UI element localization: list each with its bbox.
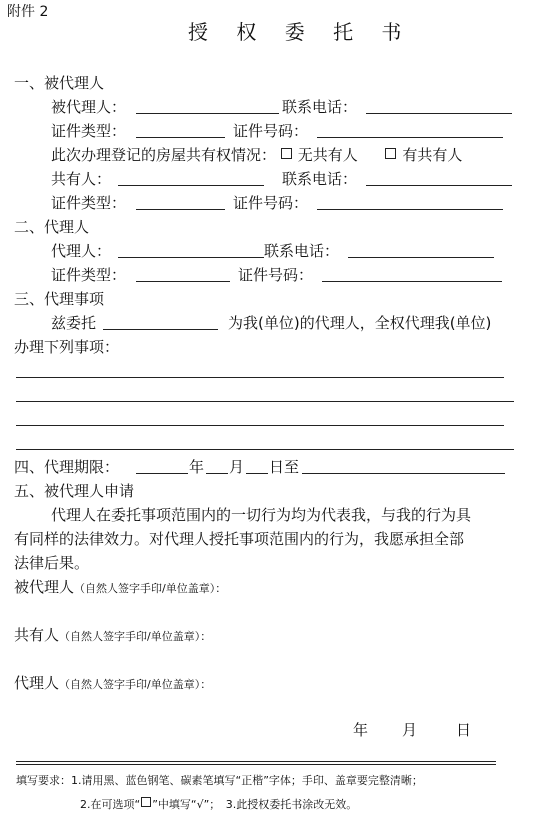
- co-owner-name-field[interactable]: [118, 185, 264, 186]
- principal-id-no-field[interactable]: [317, 137, 503, 138]
- principal-label: 被代理人：: [51, 98, 127, 116]
- footer-divider-top: [16, 761, 496, 762]
- sign-date-day: 日: [456, 721, 472, 739]
- agent-id-no-label: 证件号码：: [238, 266, 314, 284]
- co-owner-signature-label: 共有人: [14, 626, 60, 644]
- co-owner-signature-note: （自然人签字手印/单位盖章）：: [59, 630, 212, 643]
- principal-phone-field[interactable]: [366, 113, 512, 114]
- matters-line-4[interactable]: [16, 449, 514, 450]
- term-day-field[interactable]: [246, 473, 268, 474]
- co-ownership-question: [51, 146, 462, 164]
- section-1-heading: 一、被代理人: [14, 74, 105, 92]
- sign-date-year: 年: [353, 721, 369, 739]
- document-title: 授 权 委 托 书: [188, 20, 413, 44]
- principal-signature-note: （自然人签字手印/单位盖章）：: [74, 582, 227, 595]
- term-day-to-label: 日至: [269, 458, 300, 476]
- principal-id-type-label: 证件类型：: [51, 122, 127, 140]
- term-end-field[interactable]: [302, 473, 505, 474]
- agent-id-type-field[interactable]: [136, 281, 230, 282]
- co-owner-id-type-field[interactable]: [136, 209, 225, 210]
- principal-name-field[interactable]: [136, 113, 279, 114]
- entrust-agent-field[interactable]: [103, 329, 218, 330]
- agent-phone-label: 联系电话：: [264, 242, 340, 260]
- section-3-heading: 三、代理事项: [14, 290, 105, 308]
- agent-phone-field[interactable]: [348, 257, 494, 258]
- matters-line-3[interactable]: [16, 425, 504, 426]
- agent-signature-label: 代理人: [14, 674, 60, 692]
- co-owner-id-type-label: 证件类型：: [51, 194, 127, 212]
- footer-divider-bottom: [16, 764, 496, 765]
- agent-label: 代理人：: [51, 242, 112, 260]
- fill-notes-line-2: [80, 796, 357, 814]
- co-owner-label: 共有人：: [51, 170, 112, 188]
- matters-line-1[interactable]: [16, 377, 504, 378]
- principal-id-no-label: 证件号码：: [233, 122, 309, 140]
- agent-id-no-field[interactable]: [322, 281, 502, 282]
- co-owner-phone-field[interactable]: [366, 185, 512, 186]
- sign-date-month: 月: [402, 721, 418, 739]
- agent-id-type-label: 证件类型：: [51, 266, 127, 284]
- term-label: 四、代理期限：: [14, 458, 120, 476]
- principal-id-type-field[interactable]: [136, 137, 225, 138]
- no-co-owner-label: 无共有人: [297, 146, 358, 164]
- principal-phone-label: 联系电话：: [282, 98, 358, 116]
- entrust-line-2: 办理下列事项：: [14, 338, 120, 356]
- checkbox-sample-icon: [141, 797, 151, 807]
- co-owner-id-no-field[interactable]: [317, 209, 503, 210]
- co-owner-id-no-label: 证件号码：: [233, 194, 309, 212]
- section-2-heading: 二、代理人: [14, 218, 90, 236]
- declaration-line-2: 有同样的法律效力。对代理人授托事项范围内的行为，我愿承担全部: [14, 530, 465, 548]
- agent-signature[interactable]: [14, 674, 211, 694]
- agent-signature-note: （自然人签字手印/单位盖章）：: [59, 678, 212, 691]
- matters-line-2[interactable]: [16, 401, 514, 402]
- term-year-field[interactable]: [136, 473, 188, 474]
- principal-signature-label: 被代理人: [14, 578, 75, 596]
- fill-notes-line-2a: 2.在可选项“: [80, 798, 141, 811]
- attachment-label: 附件 2: [7, 4, 49, 20]
- fill-notes-line-2b: ”中填写“√”； 3.此授权委托书涂改无效。: [152, 798, 358, 811]
- co-ownership-label: 此次办理登记的房屋共有权情况：: [51, 146, 277, 164]
- has-co-owner-label: 有共有人: [402, 146, 463, 164]
- declaration-line-3: 法律后果。: [14, 554, 90, 572]
- term-month-field[interactable]: [206, 473, 228, 474]
- co-owner-phone-label: 联系电话：: [282, 170, 358, 188]
- section-5-heading: 五、被代理人申请: [14, 482, 135, 500]
- term-year-label: 年: [189, 458, 205, 476]
- agent-name-field[interactable]: [118, 257, 264, 258]
- declaration-line-1: 代理人在委托事项范围内的一切行为均为代表我，与我的行为具: [51, 506, 472, 524]
- term-month-label: 月: [229, 458, 245, 476]
- co-owner-signature[interactable]: [14, 626, 211, 646]
- entrust-prefix: 兹委托: [51, 314, 97, 332]
- has-co-owner-checkbox[interactable]: [385, 148, 396, 159]
- principal-signature[interactable]: [14, 578, 226, 598]
- no-co-owner-checkbox[interactable]: [281, 148, 292, 159]
- entrust-suffix: 为我(单位)的代理人，全权代理我(单位): [228, 314, 492, 332]
- fill-notes-line-1: 填写要求：1.请用黑、蓝色钢笔、碳素笔填写“正楷”字体；手印、盖章要完整清晰；: [16, 774, 423, 787]
